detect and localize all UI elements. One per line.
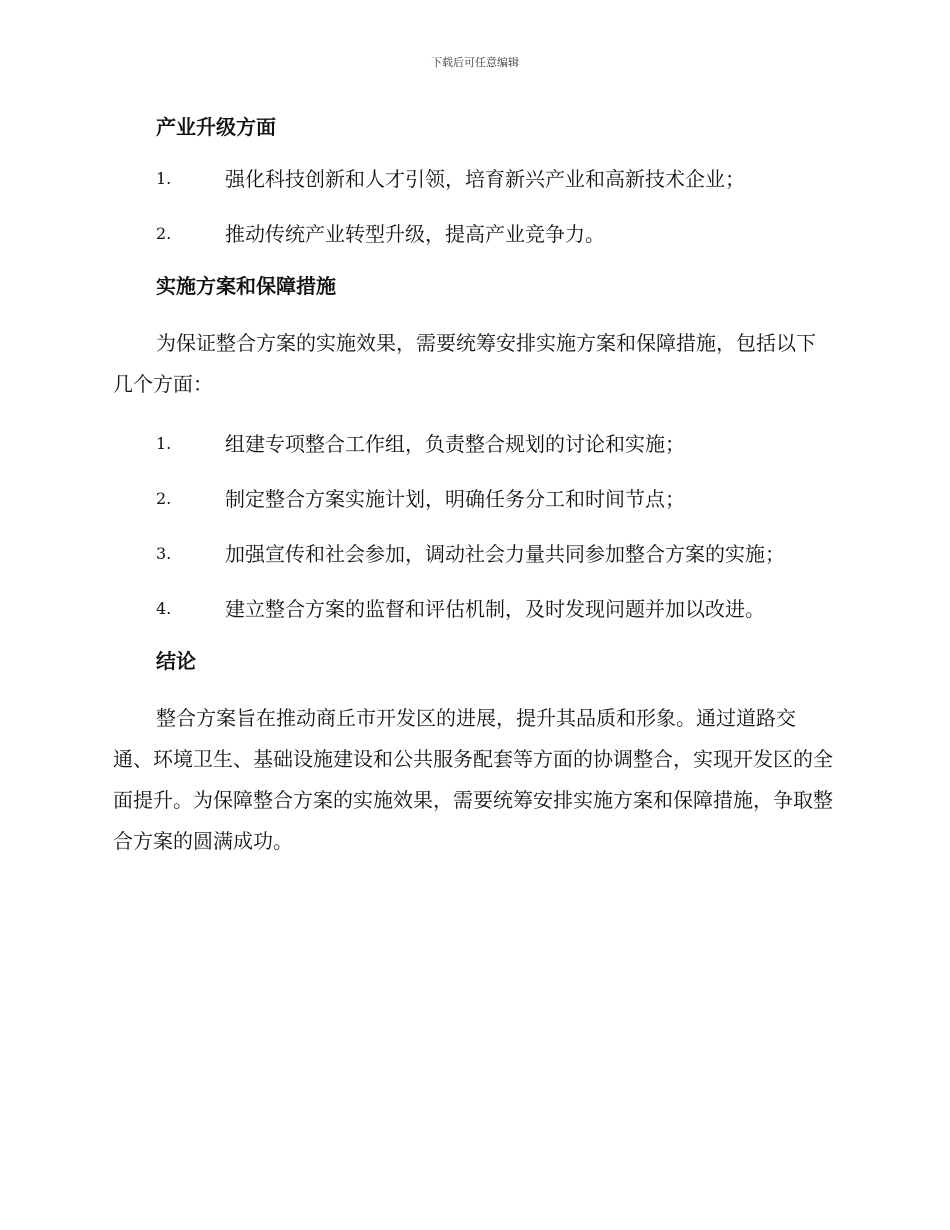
document-body xyxy=(113,108,833,874)
list-text: 组建专项整合工作组，负责整合规划的讨论和实施； xyxy=(225,432,685,456)
list-number: 1. xyxy=(156,434,172,453)
list-number: 4. xyxy=(156,599,172,618)
list-text: 建立整合方案的监督和评估机制，及时发现问题并加以改进。 xyxy=(225,597,765,621)
list-item xyxy=(113,429,833,459)
list-text: 加强宣传和社会参加，调动社会力量共同参加整合方案的实施； xyxy=(225,542,785,566)
section-title-conclusion: 结论 xyxy=(156,649,196,673)
list-item xyxy=(113,484,833,514)
list-text: 强化科技创新和人才引领，培育新兴产业和高新技术企业； xyxy=(225,167,745,191)
section-title-implementation: 实施方案和保障措施 xyxy=(156,274,336,298)
list-item xyxy=(113,539,833,569)
list-text: 推动传统产业转型升级，提高产业竞争力。 xyxy=(225,222,605,246)
list-item xyxy=(113,594,833,624)
list-text: 制定整合方案实施计划，明确任务分工和时间节点； xyxy=(225,487,685,511)
conclusion-body: 整合方案旨在推动商丘市开发区的进展，提升其品质和形象。通过道路交通、环境卫生、基础设施建设和公共服务配套等方面的协调整合，实现开发区的全面提升。为保障整合方案的实施效果，需要统筹安排实施方案和保障措施，争取整合方案的圆满成功。 xyxy=(113,706,833,853)
list-item xyxy=(113,164,833,194)
implementation-intro: 为保证整合方案的实施效果，需要统筹安排实施方案和保障措施，包括以下几个方面： xyxy=(113,331,816,396)
list-number: 3. xyxy=(156,544,172,563)
page-header: 下载后可任意编辑 xyxy=(431,56,519,69)
list-number: 2. xyxy=(156,224,172,243)
list-number: 2. xyxy=(156,489,172,508)
section-title-industry: 产业升级方面 xyxy=(156,115,276,139)
list-item xyxy=(113,219,833,249)
list-number: 1. xyxy=(156,169,172,188)
